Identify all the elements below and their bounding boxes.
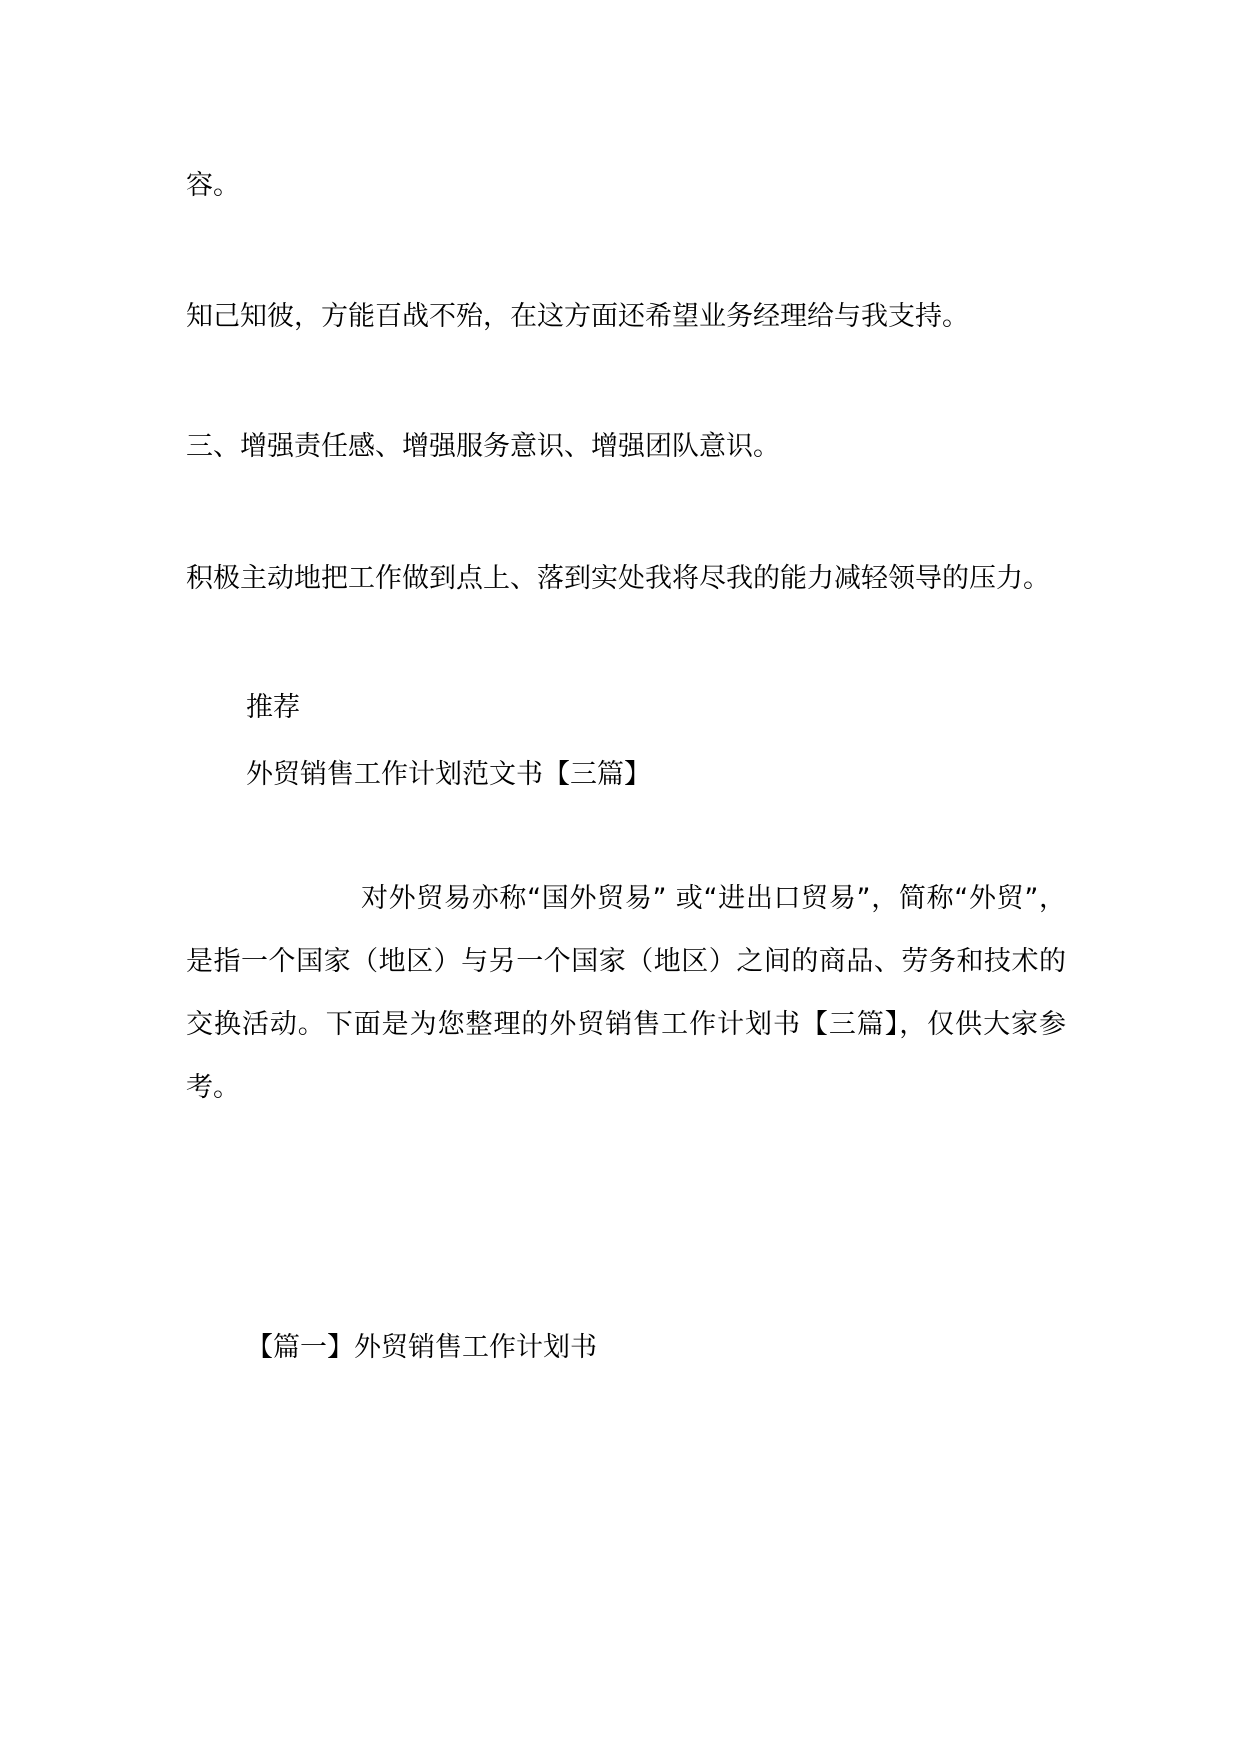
recommend-label: 推荐 bbox=[246, 692, 300, 723]
paragraph-proactive-work: 积极主动地把工作做到点上、落到实处我将尽我的能力减轻领导的压力。 bbox=[186, 563, 1050, 594]
paragraph-know-yourself: 知己知彼，方能百战不殆，在这方面还希望业务经理给与我支持。 bbox=[186, 301, 969, 332]
section-heading-three: 三、增强责任感、增强服务意识、增强团队意识。 bbox=[186, 431, 780, 462]
chapter-one-heading: 【篇一】外贸销售工作计划书 bbox=[246, 1332, 597, 1363]
recommended-article-title: 外贸销售工作计划范文书【三篇】 bbox=[246, 759, 651, 790]
paragraph-continuation: 容。 bbox=[186, 170, 240, 201]
intro-paragraph: 对外贸易亦称“国外贸易” 或“进出口贸易”，简称“外贸”，是指一个国家（地区）与另一个国家（地区）之间的商品、劳务和技术的交换活动。下面是为您整理的外贸销售工作计划书【三篇】，仅供大家参考。 bbox=[186, 883, 1066, 1103]
